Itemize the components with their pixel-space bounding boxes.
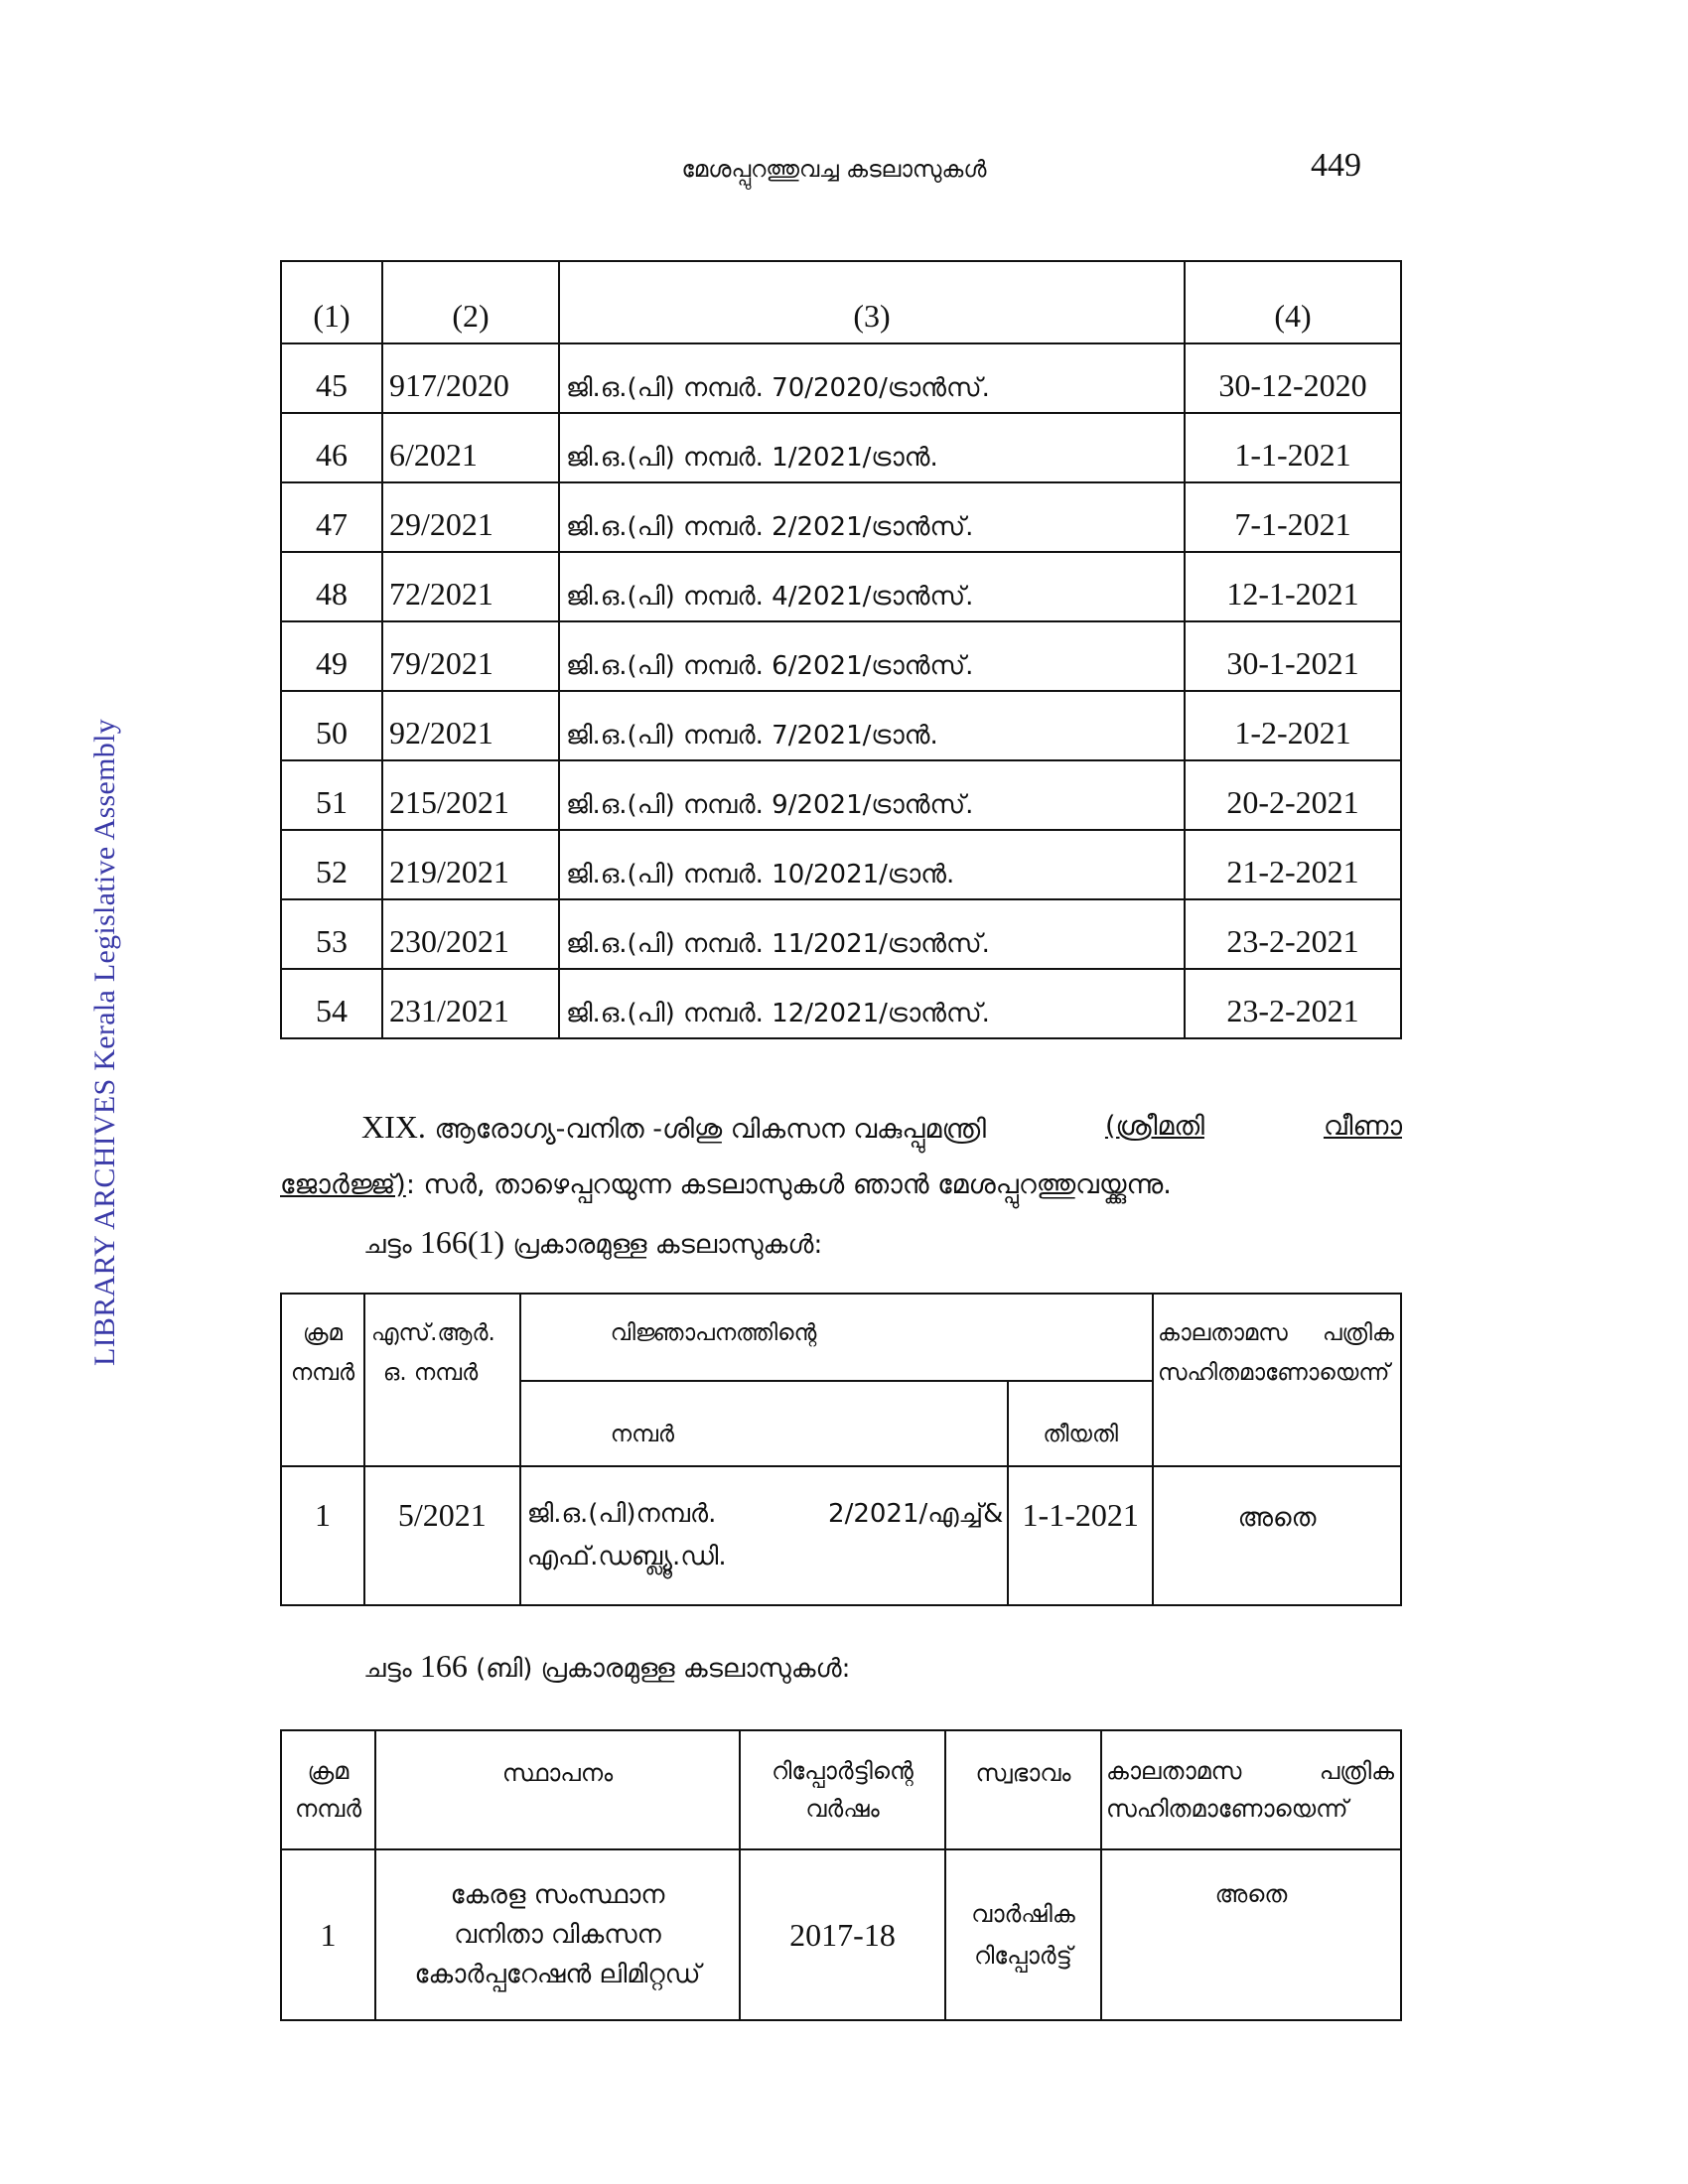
cell-sro-number: 219/2021	[382, 830, 559, 899]
cell-date: 23-2-2021	[1185, 899, 1401, 969]
table-row	[281, 830, 1401, 899]
cell-sro-number: 230/2021	[382, 899, 559, 969]
header-text: ഒ. നമ്പർ	[382, 1360, 479, 1386]
cell-sro-number: 29/2021	[382, 482, 559, 552]
header-text: സഹിതമാണോയെന്ന്	[1158, 1360, 1390, 1386]
cell-date: 21-2-2021	[1185, 830, 1401, 899]
table-row	[281, 691, 1401, 760]
cell-date: 1-2-2021	[1185, 691, 1401, 760]
col-delay-header	[1101, 1730, 1401, 1849]
col-institution-header: സ്ഥാപനം	[375, 1730, 740, 1849]
header-text: എസ്.ആർ.	[370, 1320, 495, 1346]
cell-serial: 47	[281, 482, 382, 552]
table-row	[281, 1466, 1401, 1605]
col-report-year-header	[740, 1730, 945, 1849]
col-serial-header	[281, 1730, 375, 1849]
label-prefix: ചട്ടം	[363, 1230, 412, 1260]
cell-sro-number: 6/2021	[382, 413, 559, 482]
col-date-header: തീയതി	[1008, 1381, 1153, 1466]
column-header: (2)	[382, 261, 559, 343]
col-sro-header	[364, 1294, 520, 1466]
cell-sro-number: 215/2021	[382, 760, 559, 830]
table-row	[281, 552, 1401, 621]
cell-serial: 45	[281, 343, 382, 413]
cell-institution	[375, 1849, 740, 2020]
cell-sro-number: 917/2020	[382, 343, 559, 413]
rule-166-b-label	[363, 1648, 850, 1685]
minister-name-part3: ജോർജ്ജ്)	[280, 1169, 406, 1200]
col-serial-header	[281, 1294, 364, 1466]
cell-serial: 54	[281, 969, 382, 1038]
page-header-title: മേശപ്പുറത്തുവച്ച കടലാസുകൾ	[681, 157, 987, 183]
cell-go-number	[520, 1466, 1009, 1605]
cell-serial: 48	[281, 552, 382, 621]
cell-delay: അതെ	[1101, 1849, 1401, 2020]
table-row	[281, 760, 1401, 830]
archive-watermark: LIBRARY ARCHIVES Kerala Legislative Assembly	[88, 718, 121, 1367]
institution-line: കോർപ്പറേഷൻ ലിമിറ്റഡ്	[414, 1960, 701, 1989]
header-text: റിപ്പോർട്ടിന്റെ	[772, 1757, 914, 1785]
cell-sro-number: 79/2021	[382, 621, 559, 691]
label-number: 166(1)	[419, 1224, 505, 1260]
go-text: 2/2021/എച്ച്&	[828, 1499, 1004, 1529]
cell-date: 30-1-2021	[1185, 621, 1401, 691]
cell-serial: 49	[281, 621, 382, 691]
cell-delay: അതെ	[1153, 1466, 1401, 1605]
table-row	[281, 413, 1401, 482]
table-row	[281, 899, 1401, 969]
table-row	[281, 482, 1401, 552]
header-text: സഹിതമാണോയെന്ന്	[1106, 1795, 1348, 1823]
cell-date: 1-1-2021	[1008, 1466, 1153, 1605]
table-row	[281, 1849, 1401, 2020]
col-delay-header	[1153, 1294, 1401, 1466]
label-suffix: (ബി) പ്രകാരമുള്ള കടലാസുകൾ:	[476, 1654, 851, 1684]
cell-serial: 52	[281, 830, 382, 899]
header-text: കാലതാമസ	[1158, 1320, 1288, 1346]
cell-serial: 51	[281, 760, 382, 830]
cell-go-number: ജി.ഒ.(പി) നമ്പർ. 4/2021/ട്രാൻസ്.	[559, 552, 1185, 621]
table-row	[281, 343, 1401, 413]
cell-go-number: ജി.ഒ.(പി) നമ്പർ. 6/2021/ട്രാൻസ്.	[559, 621, 1185, 691]
cell-serial: 46	[281, 413, 382, 482]
column-header: (4)	[1185, 261, 1401, 343]
header-text: കാലതാമസ	[1106, 1757, 1242, 1785]
rule-166-1-label	[363, 1224, 822, 1261]
nature-line: റിപ്പോർട്ട്	[974, 1942, 1072, 1970]
cell-go-number: ജി.ഒ.(പി) നമ്പർ. 12/2021/ട്രാൻസ്.	[559, 969, 1185, 1038]
table-header-row	[281, 261, 1401, 343]
reports-table	[280, 1729, 1402, 2021]
cell-go-number: ജി.ഒ.(പി) നമ്പർ. 7/2021/ട്രാൻ.	[559, 691, 1185, 760]
section-numeral: XIX.	[361, 1109, 426, 1145]
col-notification-header: വിജ്ഞാപനത്തിന്റെ	[520, 1294, 1153, 1381]
label-suffix: പ്രകാരമുള്ള കടലാസുകൾ:	[512, 1230, 823, 1260]
go-text: ജി.ഒ.(പി)നമ്പർ.	[526, 1499, 717, 1529]
minister-title: ആരോഗ്യ-വനിത -ശിശു വികസന വകുപ്പുമന്ത്രി	[434, 1114, 986, 1145]
cell-date: 1-1-2021	[1185, 413, 1401, 482]
cell-go-number: ജി.ഒ.(പി) നമ്പർ. 9/2021/ട്രാൻസ്.	[559, 760, 1185, 830]
minister-name-part2: വീണാ	[1323, 1111, 1402, 1142]
header-text: നമ്പർ	[290, 1360, 355, 1386]
cell-go-number: ജി.ഒ.(പി) നമ്പർ. 11/2021/ട്രാൻസ്.	[559, 899, 1185, 969]
cell-year: 2017-18	[740, 1849, 945, 2020]
minister-statement	[280, 1099, 1402, 1213]
column-header: (1)	[281, 261, 382, 343]
header-text: പത്രിക	[1322, 1320, 1394, 1346]
minister-name-part1: (ശ്രീമതി	[1104, 1111, 1204, 1142]
statement-text: : സർ, താഴെപ്പറയുന്ന കടലാസുകൾ ഞാൻ മേശപ്പുറത്തുവയ്ക്കുന്നു.	[405, 1169, 1172, 1200]
table-row	[281, 969, 1401, 1038]
cell-date: 23-2-2021	[1185, 969, 1401, 1038]
institution-line: വനിതാ വികസന	[454, 1920, 661, 1950]
cell-go-number: ജി.ഒ.(പി) നമ്പർ. 2/2021/ട്രാൻസ്.	[559, 482, 1185, 552]
col-nature-header: സ്വഭാവം	[945, 1730, 1101, 1849]
institution-line: കേരള സംസ്ഥാന	[450, 1880, 665, 1910]
cell-nature	[945, 1849, 1101, 2020]
cell-sro-number: 72/2021	[382, 552, 559, 621]
label-prefix: ചട്ടം	[363, 1654, 412, 1684]
cell-date: 12-1-2021	[1185, 552, 1401, 621]
orders-table	[280, 260, 1402, 1039]
col-number-header: നമ്പർ	[520, 1381, 1009, 1466]
header-text: പത്രിക	[1319, 1757, 1394, 1785]
cell-serial: 53	[281, 899, 382, 969]
nature-line: വാർഷിക	[971, 1900, 1075, 1928]
cell-go-number: ജി.ഒ.(പി) നമ്പർ. 1/2021/ട്രാൻ.	[559, 413, 1185, 482]
table-row	[281, 621, 1401, 691]
notifications-table	[280, 1293, 1402, 1606]
column-header: (3)	[559, 261, 1185, 343]
cell-go-number: ജി.ഒ.(പി) നമ്പർ. 10/2021/ട്രാൻ.	[559, 830, 1185, 899]
cell-date: 7-1-2021	[1185, 482, 1401, 552]
cell-go-number: ജി.ഒ.(പി) നമ്പർ. 70/2020/ട്രാൻസ്.	[559, 343, 1185, 413]
header-text: വർഷം	[805, 1795, 880, 1823]
cell-serial: 1	[281, 1849, 375, 2020]
page-number: 449	[1311, 147, 1361, 184]
cell-sro-number: 231/2021	[382, 969, 559, 1038]
cell-date: 20-2-2021	[1185, 760, 1401, 830]
cell-sro: 5/2021	[364, 1466, 520, 1605]
cell-serial: 50	[281, 691, 382, 760]
label-number: 166	[419, 1648, 468, 1684]
header-text: നമ്പർ	[294, 1795, 362, 1823]
header-text: ക്രമ	[307, 1757, 350, 1785]
cell-sro-number: 92/2021	[382, 691, 559, 760]
header-text: ക്രമ	[302, 1320, 343, 1346]
cell-serial: 1	[281, 1466, 364, 1605]
go-text: എഫ്.ഡബ്ല്യൂ.ഡി.	[526, 1542, 727, 1571]
cell-date: 30-12-2020	[1185, 343, 1401, 413]
